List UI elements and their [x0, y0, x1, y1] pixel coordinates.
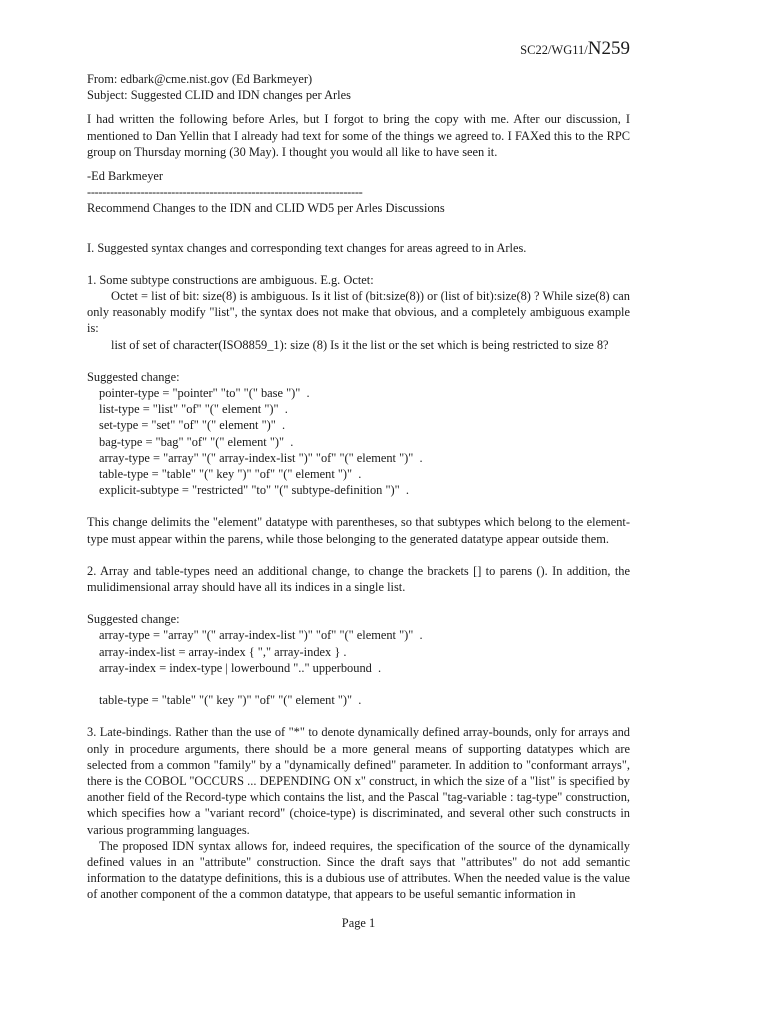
item3-paragraph-1: 3. Late-bindings. Rather than the use of "*" to denote dynamically defined array-bounds, only for arrays and only in procedure arguments, there should be a more general means of supporting datatypes which are selected from a common "family" by a "dynamically defined" parameter. In addition to "conformant arrays", there is the COBOL "OCCURS ... DEPENDING ON x" construct, in which the size of a "list" is specified by another field of the Record-type which contains the list, and the Pascal "tag-variable : tag-type" construction, which specifies how a "variant record" (choice-type) is discriminated, and several other such constructs in various programming languages. — [87, 725, 630, 837]
grammar-rule: table-type = "table" "(" key ")" "of" "(" element ")" . — [99, 467, 362, 482]
grammar-rule: pointer-type = "pointer" "to" "(" base ")" . — [99, 386, 310, 401]
grammar-rule: array-index = index-type | lowerbound ".." upperbound . — [99, 660, 382, 675]
grammar-rule: array-type = "array" "(" array-index-list ")" "of" "(" element ")" . — [99, 628, 423, 643]
grammar-rule: explicit-subtype = "restricted" "to" "(" subtype-definition ")" . — [99, 483, 409, 498]
grammar-rule: set-type = "set" "of" "(" element ")" . — [99, 418, 286, 433]
item1-example: list of set of character(ISO8859_1): size (8) Is it the list or the set which is being restricted to size 8? — [111, 337, 609, 352]
item1-explanation: This change delimits the "element" datatype with parentheses, so that subtypes which belong to the element-type must appear within the parens, while those belonging to the generated datatype appear outside them. — [87, 515, 630, 546]
item1-intro: 1. Some subtype constructions are ambiguous. E.g. Octet: — [87, 272, 374, 287]
email-subject: Subject: Suggested CLID and IDN changes per Arles — [87, 88, 351, 103]
grammar-rule: list-type = "list" "of" "(" element ")" . — [99, 402, 288, 417]
divider-line: ------------------------------------------------------------------------ — [87, 185, 363, 200]
item3-paragraph-2: The proposed IDN syntax allows for, indeed requires, the specification of the source of the dynamically defined values in an "attribute" construction. Since the draft says that "attributes" do not add semantic information to the datatype definitions, this is a dubious use of attributes. When the needed value is the value of another component of the a common datatype, that appears to be useful semantic information in — [87, 838, 630, 902]
item2-change-label: Suggested change: — [87, 612, 180, 627]
document-body — [87, 71, 630, 903]
grammar-rule: array-index-list = array-index { "," array-index } . — [99, 644, 347, 659]
section-heading: I. Suggested syntax changes and corresponding text changes for areas agreed to in Arles. — [87, 240, 527, 255]
email-from: From: edbark@cme.nist.gov (Ed Barkmeyer) — [87, 72, 313, 86]
item1-body: Octet = list of bit: size(8) is ambiguous. Is it list of (bit:size(8)) or (list of bit):size(8) ? While size(8) can only reasonably modify "list", the syntax does not make that obvious, and a completely ambiguous example is: — [87, 289, 630, 336]
document-number: N259 — [587, 38, 630, 59]
committee-code: SC22/WG11/ — [520, 43, 588, 57]
page-number: Page 1 — [341, 916, 376, 930]
document-title: Recommend Changes to the IDN and CLID WD5 per Arles Discussions — [87, 201, 445, 216]
item2-intro: 2. Array and table-types need an additional change, to change the brackets [] to parens (). In addition, the mulidimensional array should have all its indices in a single list. — [87, 563, 630, 595]
grammar-rule: table-type = "table" "(" key ")" "of" "(" element ")" . — [99, 693, 362, 708]
grammar-rule: array-type = "array" "(" array-index-list ")" "of" "(" element ")" . — [99, 450, 423, 465]
signature: -Ed Barkmeyer — [87, 169, 164, 184]
grammar-rule: bag-type = "bag" "of" "(" element ")" . — [99, 434, 294, 449]
intro-paragraph: I had written the following before Arles, but I forgot to bring the copy with me. After our discussion, I mentioned to Dan Yellin that I already had text for some of the things we agreed to. I FAXed this to the RPC group on Thursday morning (30 May). I thought you would all like to have seen it. — [87, 112, 630, 159]
document-id — [520, 38, 630, 60]
item1-change-label: Suggested change: — [87, 369, 180, 384]
document-page — [87, 0, 630, 1024]
